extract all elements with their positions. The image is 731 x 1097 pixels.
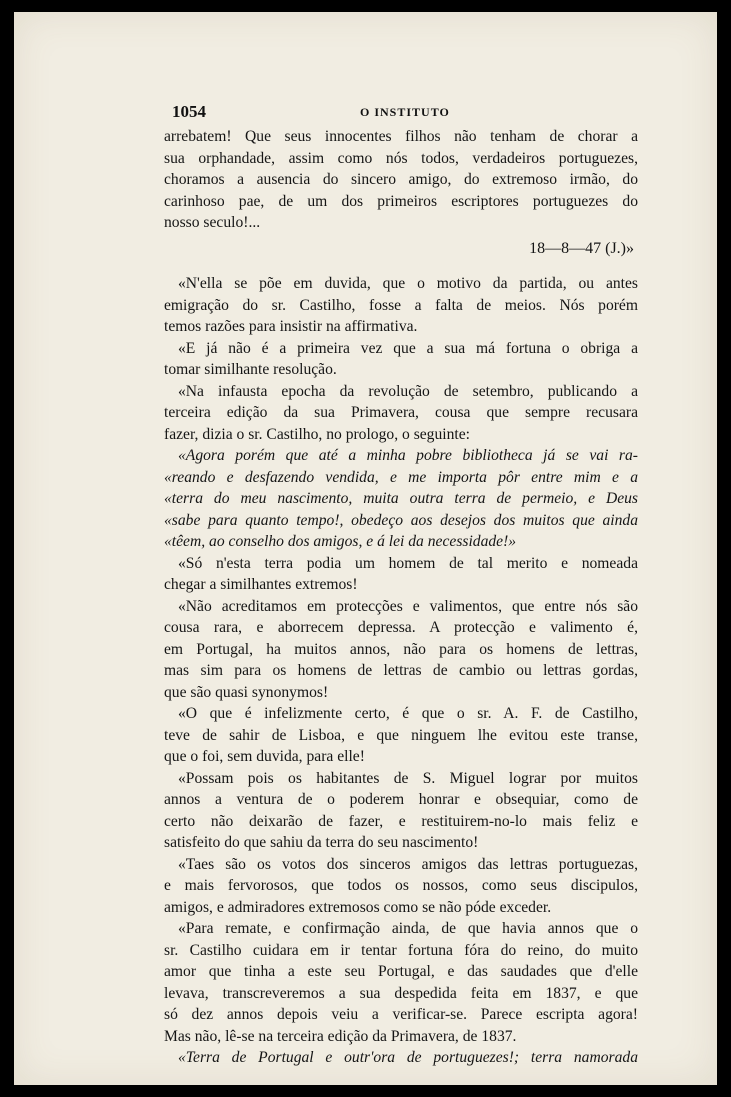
text-line: em Portugal, ha muitos annos, não para os homens de lettras, xyxy=(164,640,638,658)
text-line: choramos a ausencia do sincero amigo, do extremoso irmão, do xyxy=(164,171,638,188)
text-line: levava, transcreveremos a sua despedida feita em 1837, e que xyxy=(164,984,638,1002)
text-line: carinhoso pae, de um dos primeiros escriptores portuguezes do xyxy=(164,192,638,210)
text-line: «Para remate, e confirmação ainda, de que havia annos que o xyxy=(178,920,638,937)
text-line: satisfeito do que sahiu da terra do seu nascimento! xyxy=(164,834,479,851)
text-line: sua orphandade, assim como nós todos, verdadeiros portuguezes, xyxy=(164,149,638,167)
text-line: terceira edição da sua Primavera, cousa que sempre recusara xyxy=(164,404,638,421)
text-line: arrebatem! Que seus innocentes filhos não tenham de chorar a xyxy=(164,128,638,145)
text-line: cousa rara, e aborrecem depressa. A protecção e valimento é, xyxy=(164,619,638,636)
text-line: «Só n'esta terra podia um homem de tal merito e nomeada xyxy=(178,554,638,572)
page-header xyxy=(172,102,652,124)
text-line: «Possam pois os habitantes de S. Miguel lograr por muitos xyxy=(178,769,638,787)
text-line: temos razões para insistir na affirmativa. xyxy=(164,318,418,335)
text-line: chegar a similhantes extremos! xyxy=(164,576,358,593)
body-text xyxy=(164,126,638,1069)
text-line: emigração do sr. Castilho, fosse a falta de meios. Nós porém xyxy=(164,296,638,314)
quote-line: «sabe para quanto tempo!, obedeço aos desejos dos muitos que ainda xyxy=(164,511,638,529)
text-line: «E já não é a primeira vez que a sua má fortuna o obriga a xyxy=(178,339,638,357)
text-line: sr. Castilho cuidara em ir tentar fortuna fóra do reino, do muito xyxy=(164,941,638,959)
text-line: Mas não, lê-se na terceira edição da Primavera, de 1837. xyxy=(164,1027,517,1045)
signature-date: 18—8—47 (J.)» xyxy=(529,239,634,257)
text-line: só dez annos depois veiu a verificar-se. Parece escripta agora! xyxy=(164,1006,638,1023)
page-number: 1054 xyxy=(172,102,206,121)
text-line: «Não acreditamos em protecções e valimentos, que entre nós são xyxy=(178,597,638,615)
text-line: amigos, e admiradores extremosos como se não póde exceder. xyxy=(164,898,552,916)
text-line: fazer, dizia o sr. Castilho, no prologo, o seguinte: xyxy=(164,425,470,443)
text-line: amor que tinha a este seu Portugal, e das saudades que d'elle xyxy=(164,963,638,980)
quote-line: «Agora porém que até a minha pobre bibliotheca já se vai ra- xyxy=(178,447,638,464)
quote-line: «Terra de Portugal e outr'ora de portuguezes!; terra namorada xyxy=(178,1049,638,1066)
text-line: mas sim para os homens de lettras de cambio ou lettras gordas, xyxy=(164,662,638,679)
text-line: «N'ella se põe em duvida, que o motivo da partida, ou antes xyxy=(178,275,638,292)
text-line: «Na infausta epocha da revolução de setembro, publicando a xyxy=(178,382,638,400)
text-line: tomar similhante resolução. xyxy=(164,361,337,378)
text-line: «Taes são os votos dos sinceros amigos das lettras portuguezas, xyxy=(178,855,638,873)
text-line: annos a ventura de o poderem honrar e obsequiar, como de xyxy=(164,791,638,808)
quote-line: «têem, ao conselho dos amigos, e á lei da necessidade!» xyxy=(164,533,517,550)
text-line: que o foi, sem duvida, para elle! xyxy=(164,748,365,765)
text-line: certo não deixarão de fazer, e restituirem-no-lo mais feliz e xyxy=(164,812,638,830)
quote-line: «terra do meu nascimento, muita outra terra de permeio, e Deus xyxy=(164,490,638,507)
text-line: que são quasi synonymos! xyxy=(164,683,329,701)
quote-line: «reando e desfazendo vendida, e me importa pôr entre mim e a xyxy=(164,468,638,486)
text-line: nosso seculo!... xyxy=(164,214,261,231)
text-line: e mais fervorosos, que todos os nossos, como seus discipulos, xyxy=(164,877,638,894)
running-title: O INSTITUTO xyxy=(360,105,450,119)
text-line: «O que é infelizmente certo, é que o sr. A. F. de Castilho, xyxy=(178,705,638,722)
text-line: teve de sahir de Lisboa, e que ninguem lhe evitou este transe, xyxy=(164,726,638,744)
